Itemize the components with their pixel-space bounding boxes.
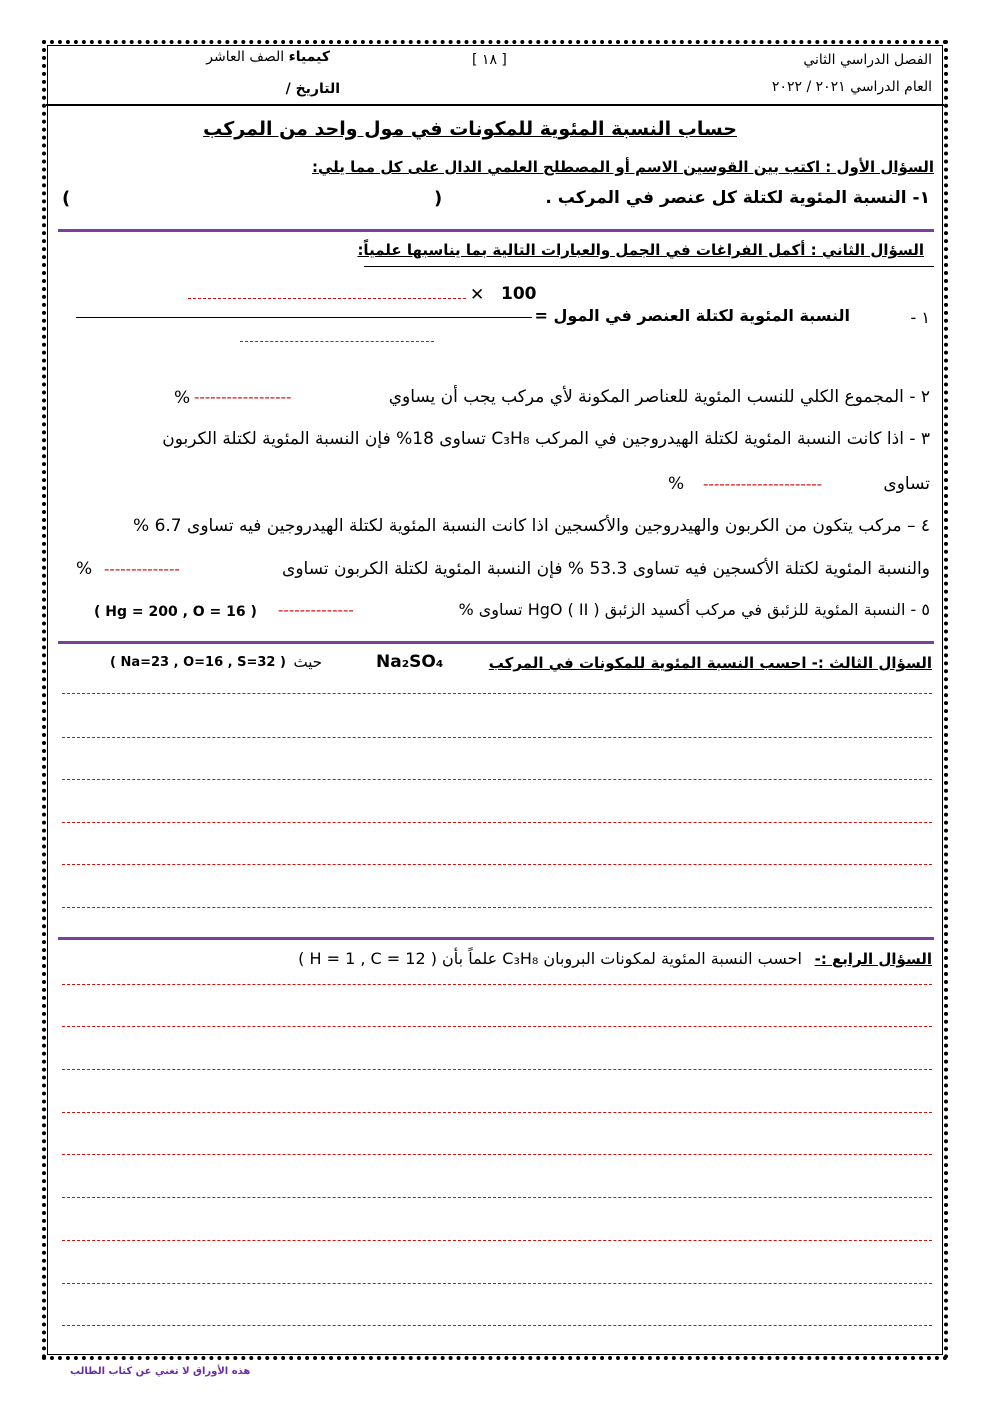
q2-item5-blank[interactable]: -------------- <box>278 601 354 619</box>
q2-divider <box>58 641 934 644</box>
q2-item4-line2: والنسبة المئوية لكتلة الأكسجين فيه تساوى 53.3 % فإن النسبة المئوية لكتلة الكربون تساوى <box>282 559 930 579</box>
hundred-value: 100 <box>501 284 537 304</box>
q4-heading: السؤال الرابع :- <box>814 950 932 968</box>
q3-heading: السؤال الثالث :- احسب النسبة المئوية للمكونات في المركب <box>488 654 932 672</box>
q4-question <box>298 949 802 968</box>
fraction-denominator-blank[interactable] <box>240 341 434 342</box>
q1-divider <box>58 229 934 232</box>
q2-item2: ٢ - المجموع الكلي للنسب المئوية للعناصر المكونة لأي مركب يجب أن يساوي <box>388 387 930 407</box>
sheet-number: [ ١٨ ] <box>472 52 507 68</box>
q3-answer-line-6[interactable] <box>62 907 932 908</box>
q3-answer-line-1[interactable] <box>62 693 932 694</box>
q4-text: احسب النسبة المئوية لمكونات البروبان <box>543 949 802 968</box>
q4-given-label: علماً بأن <box>442 949 498 968</box>
q4-answer-line-3[interactable] <box>62 1069 932 1070</box>
footer-note: هذه الأوراق لا تغني عن كتاب الطالب <box>70 1366 251 1377</box>
times-sign: ✕ <box>470 285 485 305</box>
q1-answer-close-paren: ) <box>62 188 71 209</box>
q4-given: ( H = 1 , C = 12 ) <box>298 949 437 968</box>
q1-item1: ١- النسبة المئوية لكتلة كل عنصر في المركب . <box>545 188 930 208</box>
q4-answer-line-8[interactable] <box>62 1283 932 1284</box>
q3-where: حيث <box>293 653 322 671</box>
q3-formula: Na₂SO₄ <box>376 652 444 672</box>
page-title: حساب النسبة المئوية للمكونات في مول واحد من المركب <box>203 118 737 140</box>
q2-item4-blank[interactable]: -------------- <box>104 560 180 578</box>
q4-answer-line-9[interactable] <box>62 1325 932 1326</box>
q2-item2-percent: % <box>174 388 191 408</box>
q4-formula: C₃H₈ <box>502 949 539 968</box>
q2-item3-blank[interactable]: ---------------------- <box>703 475 823 493</box>
q3-answer-line-2[interactable] <box>62 737 932 738</box>
q2-item5: ٥ - النسبة المئوية للزئبق في مركب أكسيد الزئبق ( II ) HgO تساوى % <box>458 600 930 619</box>
q2-item5-given: ( Hg = 200 , O = 16 ) <box>94 604 257 620</box>
page-border <box>42 40 948 1360</box>
q2-item3-formula: C₃H₈ <box>491 429 530 449</box>
q4-answer-line-5[interactable] <box>62 1154 932 1155</box>
q1-answer-open-paren: ( <box>434 188 443 209</box>
q2-item1-text: النسبة المئوية لكتلة العنصر في المول = <box>534 306 850 325</box>
q4-answer-line-6[interactable] <box>62 1197 932 1198</box>
fraction-numerator-blank[interactable] <box>188 298 466 299</box>
q4-answer-line-1[interactable] <box>62 984 932 985</box>
q2-item3-line1 <box>162 429 930 449</box>
header-divider <box>46 104 944 106</box>
q2-heading: السؤال الثاني : أكمل الفراغات في الجمل والعبارات التالية بما يناسبها علمياً: <box>357 241 924 259</box>
q3-answer-line-4[interactable] <box>62 822 932 823</box>
subject-label: كيمياء <box>288 49 330 65</box>
grade-label: الصف العاشر <box>206 49 285 65</box>
q3-answer-line-5[interactable] <box>62 864 932 865</box>
q2-item3-percent: % <box>668 474 685 494</box>
school-year-label: العام الدراسي ٢٠٢١ / ٢٠٢٢ <box>771 79 932 95</box>
q3-divider <box>58 937 934 940</box>
q2-item3-part-b: تساوى 18% فإن النسبة المئوية لكتلة الكربون <box>162 429 486 449</box>
date-label: التاريخ / <box>285 81 340 97</box>
q2-item3-part-c: تساوى <box>883 474 930 494</box>
q4-answer-line-2[interactable] <box>62 1026 932 1027</box>
q2-item3-part-a: ٣ - اذا كانت النسبة المئوية لكتلة الهيدروجين في المركب <box>535 429 930 449</box>
q2-heading-rule <box>364 266 934 267</box>
subject-grade <box>206 49 330 65</box>
q2-item4-percent: % <box>76 559 93 579</box>
semester-label: الفصل الدراسي الثاني <box>803 52 932 68</box>
q1-heading: السؤال الأول : اكتب بين القوسين الاسم أو المصطلح العلمي الدال على كل مما يلي: <box>311 158 934 176</box>
q2-item2-blank[interactable]: ------------------ <box>194 388 292 406</box>
q4-answer-line-7[interactable] <box>62 1240 932 1241</box>
q3-answer-line-3[interactable] <box>62 779 932 780</box>
q4-answer-line-4[interactable] <box>62 1112 932 1113</box>
q2-item4-line1: ٤ – مركب يتكون من الكربون والهيدروجين والأكسجين اذا كانت النسبة المئوية لكتلة الهيدروجين فيه تساوى 6.7 % <box>133 516 930 536</box>
q2-item1-number: ١ - <box>910 308 930 327</box>
fraction-bar <box>76 317 532 318</box>
q3-given: ( Na=23 , O=16 , S=32 ) <box>110 655 286 670</box>
